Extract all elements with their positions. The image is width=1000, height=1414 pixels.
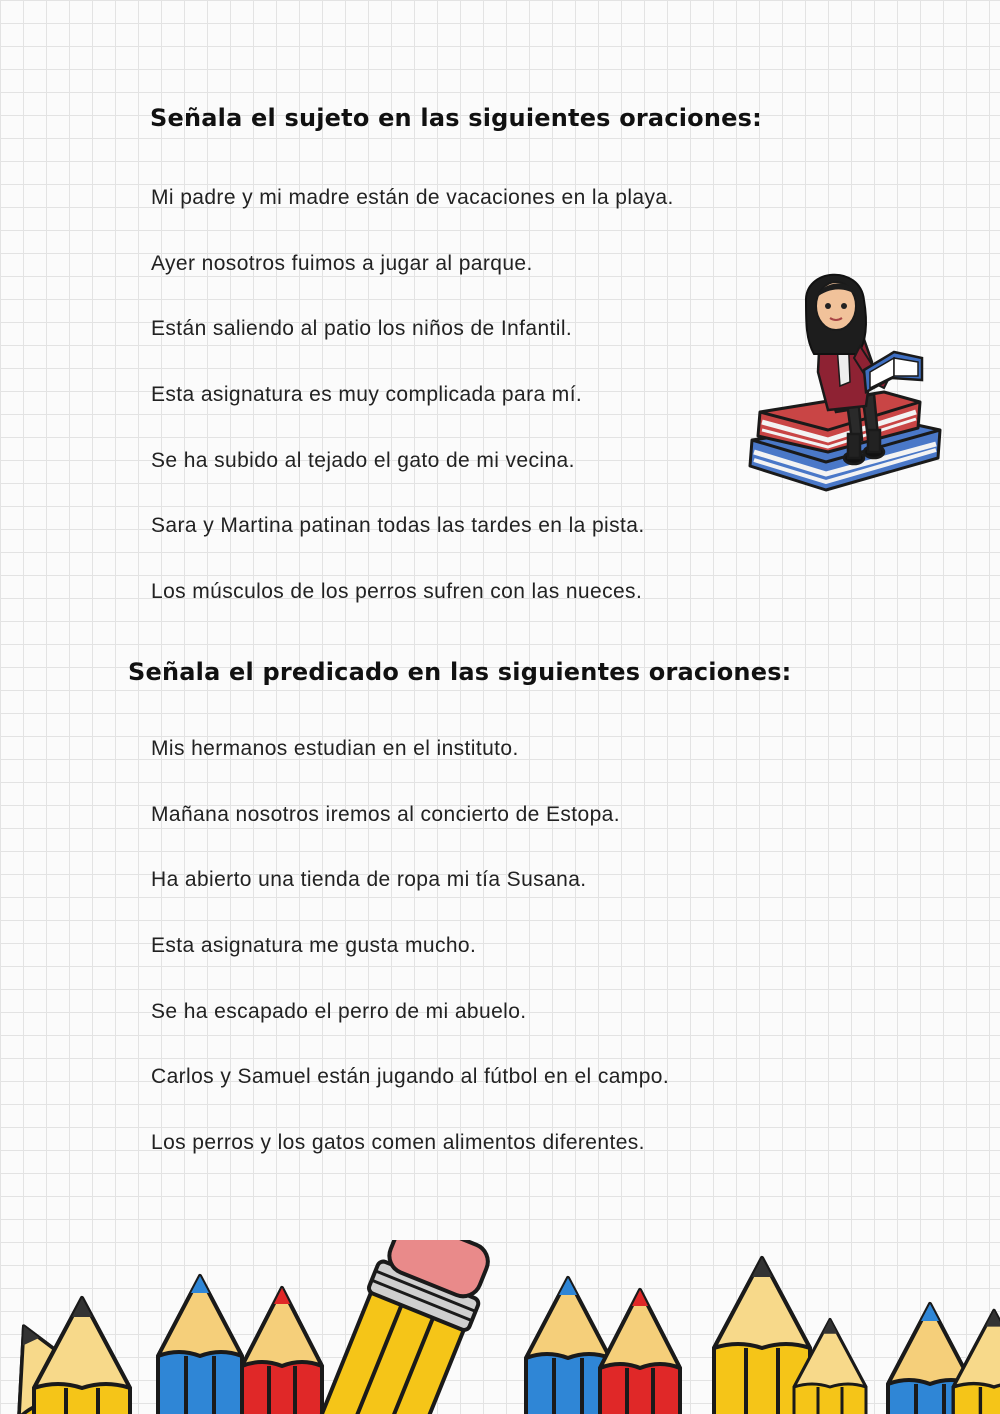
list-item: Carlos y Samuel están jugando al fútbol en el campo. bbox=[151, 1065, 670, 1089]
list-item: Ha abierto una tienda de ropa mi tía Susana. bbox=[151, 868, 587, 892]
predicate-sentence-list bbox=[151, 733, 669, 1193]
list-item: Se ha escapado el perro de mi abuelo. bbox=[151, 999, 527, 1023]
predicate-section-title: Señala el predicado en las siguientes oraciones: bbox=[128, 658, 792, 686]
list-item: Ayer nosotros fuimos a jugar al parque. bbox=[151, 251, 533, 275]
list-item: Se ha subido al tejado el gato de mi vecina. bbox=[151, 448, 575, 472]
subject-sentence-list bbox=[151, 182, 674, 642]
list-item: Mañana nosotros iremos al concierto de Estopa. bbox=[151, 802, 620, 826]
list-item: Mis hermanos estudian en el instituto. bbox=[151, 737, 519, 760]
list-item: Sara y Martina patinan todas las tardes en la pista. bbox=[151, 514, 645, 538]
pencils-border-icon bbox=[0, 1240, 1000, 1414]
girl-reading-on-books-icon bbox=[744, 262, 944, 494]
list-item: Esta asignatura me gusta mucho. bbox=[151, 934, 477, 958]
list-item: Mi padre y mi madre están de vacaciones en la playa. bbox=[151, 186, 674, 209]
list-item: Están saliendo al patio los niños de Infantil. bbox=[151, 317, 573, 341]
list-item: Esta asignatura es muy complicada para mí. bbox=[151, 383, 583, 407]
list-item: Los músculos de los perros sufren con las nueces. bbox=[151, 580, 643, 604]
list-item: Los perros y los gatos comen alimentos diferentes. bbox=[151, 1131, 645, 1155]
subject-section-title: Señala el sujeto en las siguientes oraciones: bbox=[150, 104, 762, 132]
